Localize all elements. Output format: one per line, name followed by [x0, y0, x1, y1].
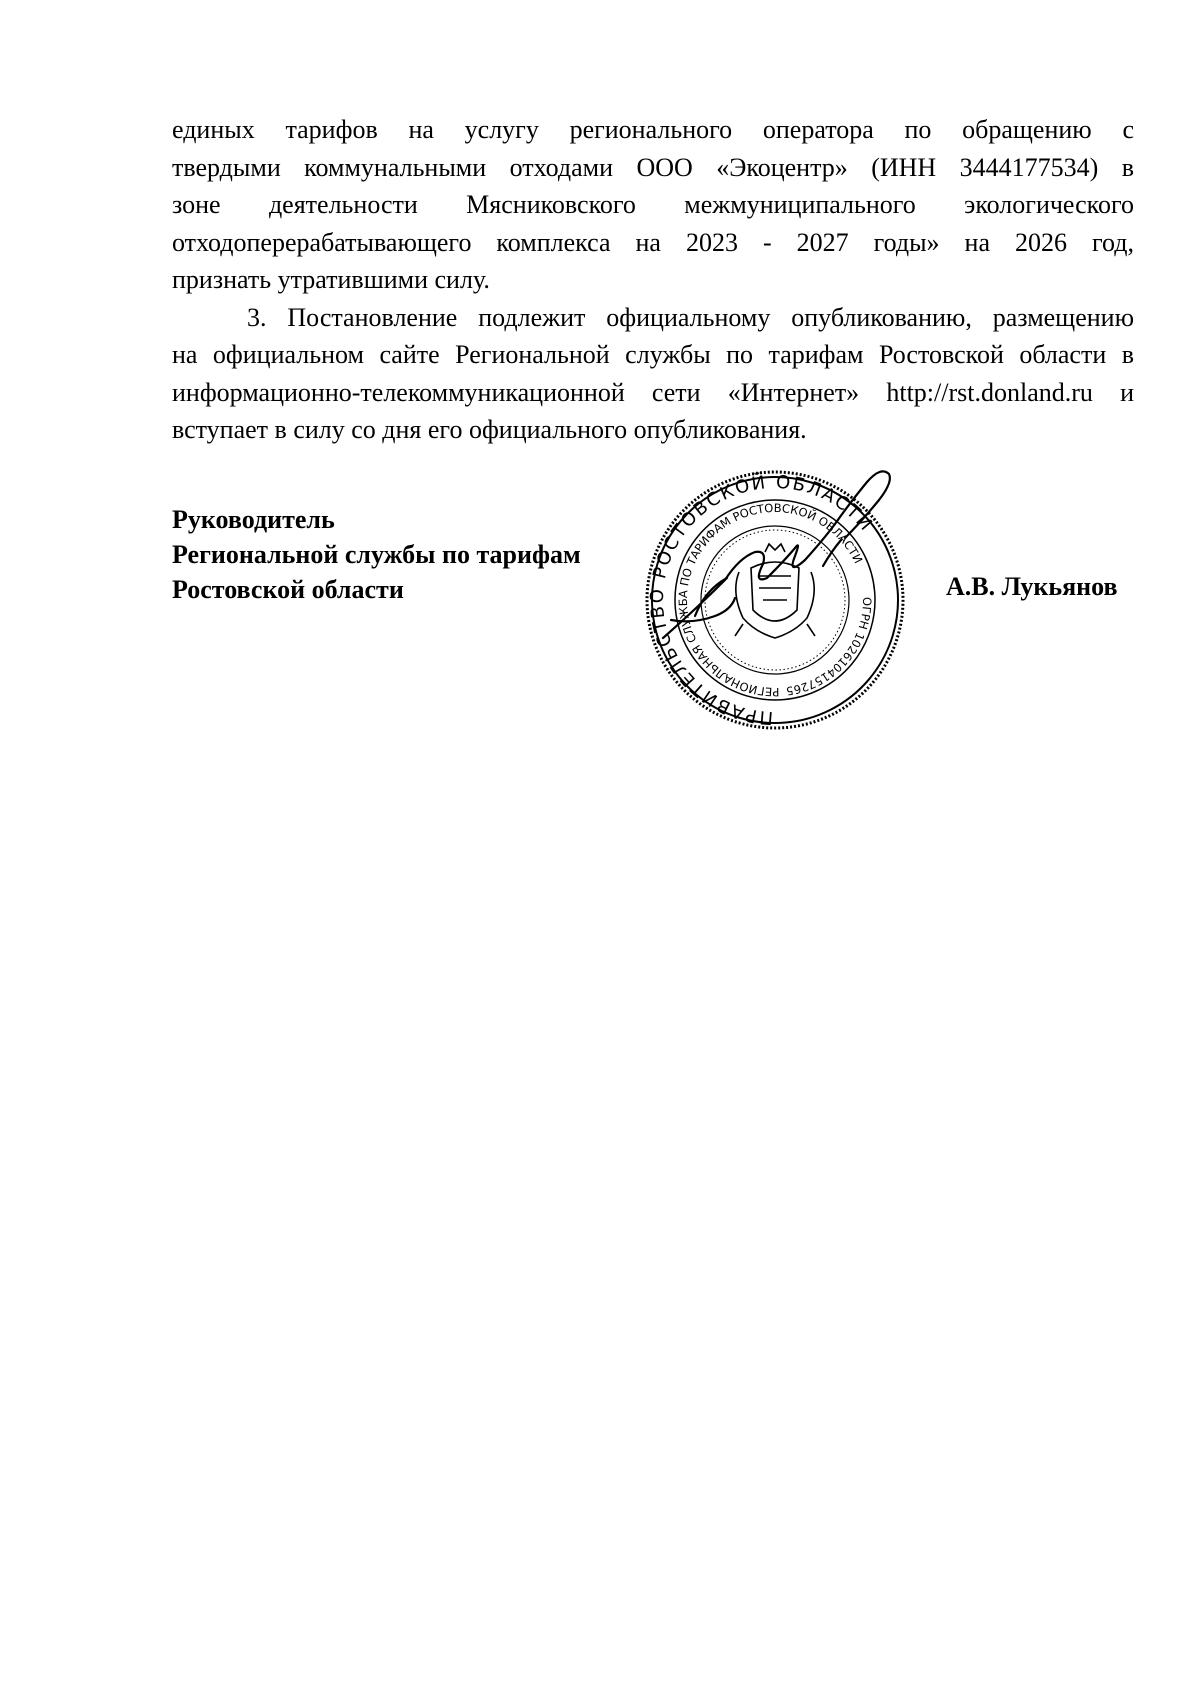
seal-inner-text: РЕГИОНАЛЬНАЯ СЛУЖБА ПО ТАРИФАМ РОСТОВСКОЙ ОБЛАСТИ [675, 500, 866, 700]
text-line: отходоперерабатывающего комплекса на 2023 - 2027 годы» на 2026 год, [172, 227, 1134, 257]
seal-outer-text: ПРАВИТЕЛЬСТВО РОСТОВСКОЙ ОБЛАСТИ [646, 471, 878, 729]
coat-of-arms-icon [735, 544, 815, 638]
text-line: признать утратившими силу. [172, 265, 490, 294]
seal-ogrn [763, 592, 897, 700]
signatory-title-line: Ростовской области [172, 575, 404, 604]
signatory-name: А.В. Лукьянов [946, 572, 1118, 601]
paragraph-3 [172, 299, 1134, 449]
body-text [172, 111, 1134, 449]
text-line: зоне деятельности Мясниковского межмуниципального экологического [172, 190, 1134, 219]
text-line: на официальном сайте Региональной службы по тарифам Ростовской области в [172, 340, 1134, 369]
official-seal [635, 460, 915, 740]
signatory-title-line: Региональной службы по тарифам [172, 540, 581, 569]
text-line: единых тарифов на услугу регионального оператора по обращению с [172, 115, 1134, 144]
paragraph-2 [172, 111, 1134, 299]
signatory-title-line: Руководитель [172, 505, 335, 534]
signatory-title [172, 502, 581, 607]
text-line: 3. Постановление подлежит официальному опубликованию, размещению [247, 302, 1134, 332]
text-line: вступает в силу со дня его официального опубликования. [172, 415, 807, 444]
text-line: информационно-телекоммуникационной сети «Интернет» http://rst.donland.ru и [172, 377, 1134, 407]
text-line: твердыми коммунальными отходами ООО «Экоцентр» (ИНН 3444177534) в [172, 152, 1134, 182]
seal-ogrn-text: ОГРН 1026104157265 [785, 596, 875, 699]
